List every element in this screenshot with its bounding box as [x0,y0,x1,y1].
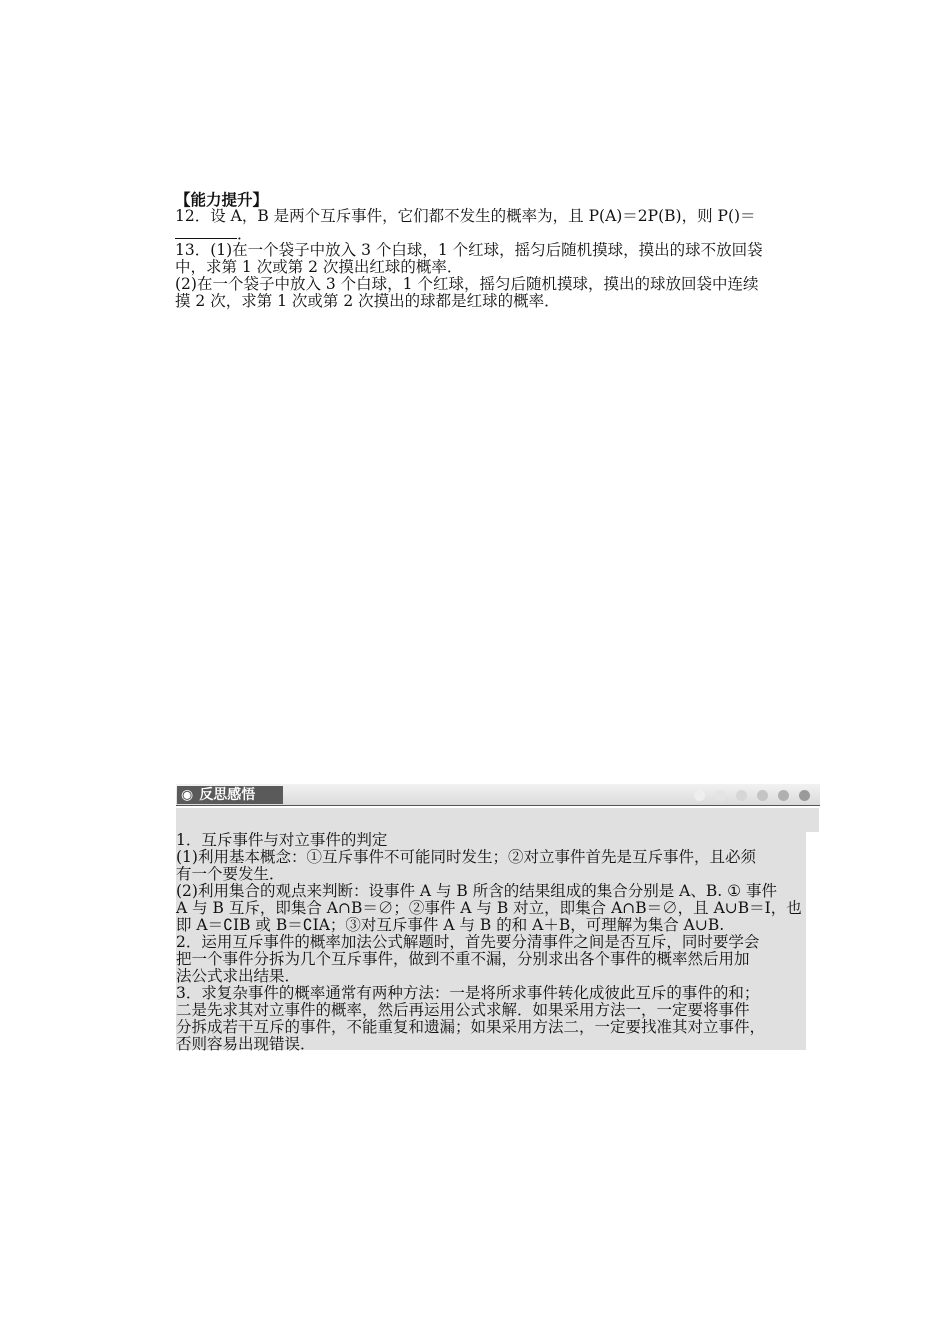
question-12-line-2: ． [175,225,253,243]
reflection-line: 否则容易出现错误． [176,1035,316,1053]
reflection-title-text: 反思感悟 [199,787,256,803]
question-13-line-3: (2)在一个袋子中放入 3 个白球，1 个红球，摇匀后随机摸球，摸出的球放回袋中连续 [175,275,759,293]
question-13-line-2: 中，求第 1 次或第 2 次摸出红球的概率． [175,258,463,276]
reflection-line: 法公式求出结果． [176,967,301,985]
reflection-line: 即 A＝∁IB 或 B＝∁IA；③对互斥事件 A 与 B 的和 A＋B，可理解为集合 A∪B. [176,916,725,934]
dot-icon [757,790,768,801]
reflection-line: 1．互斥事件与对立事件的判定 [176,831,388,849]
reflection-line: 有一个要发生． [176,865,285,883]
target-icon: ◉ [181,787,194,803]
reflection-line: 3．求复杂事件的概率通常有两种方法：一是将所求事件转化成彼此互斥的事件的和； [176,984,760,1002]
reflection-line: (2)利用集合的观点来判断：设事件 A 与 B 所含的结果组成的集合分别是 A、B. ① 事件 [176,882,777,900]
reflection-title [177,786,283,804]
panel-edge [806,832,820,1052]
dot-icon [736,790,747,801]
reflection-line: (1)利用基本概念：①互斥事件不可能同时发生；②对立事件首先是互斥事件，且必须 [176,848,756,866]
reflection-line: 2．运用互斥事件的概率加法公式解题时，首先要分清事件之间是否互斥，同时要学会 [176,933,760,951]
reflection-line: 把一个事件分拆为几个互斥事件，做到不重不漏，分别求出各个事件的概率然后用加 [176,950,750,968]
banner-divider [176,805,820,806]
question-13-line-4: 摸 2 次，求第 1 次或第 2 次摸出的球都是红球的概率． [175,292,560,310]
section-heading: 【能力提升】 [175,190,269,209]
dot-icon [694,790,705,801]
question-13-line-1: 13．(1)在一个袋子中放入 3 个白球，1 个红球，摇匀后随机摸球，摸出的球不放回袋 [175,241,763,259]
reflection-line: 分拆成若干互斥的事件，不能重复和遗漏；如果采用方法二，一定要找准其对立事件， [176,1018,766,1036]
answer-blank [175,225,237,239]
question-12-line-1: 12．设 A，B 是两个互斥事件，它们都不发生的概率为，且 P(A)＝2P(B)，则 P()＝ [175,207,756,225]
reflection-line: A 与 B 互斥，即集合 A∩B＝∅；②事件 A 与 B 对立，即集合 A∩B＝∅，且 A∪B＝I，也 [176,899,802,917]
dot-icon [778,790,789,801]
dot-icon [715,790,726,801]
dot-icon [799,790,810,801]
reflection-line: 二是先求其对立事件的概率，然后再运用公式求解．如果采用方法一，一定要将事件 [176,1001,750,1019]
